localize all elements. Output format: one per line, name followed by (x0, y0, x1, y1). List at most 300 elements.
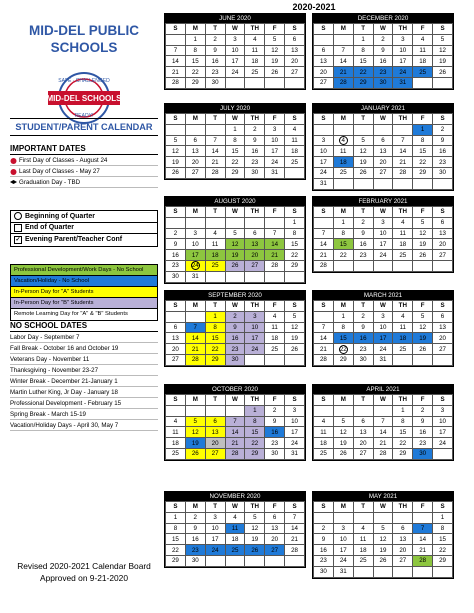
day-cell: 8 (166, 523, 186, 534)
important-dates (10, 142, 158, 188)
month-calendar (312, 491, 454, 579)
day-cell: 4 (245, 34, 265, 45)
day-cell: 7 (314, 228, 334, 239)
day-cell: 9 (314, 534, 334, 545)
important-item: Graduation Day - TBD (10, 177, 158, 188)
day-cell: 19 (285, 333, 305, 344)
day-cell: 16 (413, 427, 433, 438)
day-cell: 18 (413, 56, 433, 67)
day-cell: 1 (245, 405, 265, 416)
day-cell: 5 (433, 34, 453, 45)
day-cell: 15 (393, 427, 413, 438)
school-seal-icon (44, 72, 124, 124)
day-cell: 11 (166, 427, 186, 438)
day-cell: 13 (245, 239, 265, 250)
day-cell: 13 (265, 523, 285, 534)
day-cell: 22 (393, 438, 413, 449)
day-cell: 4 (333, 135, 353, 146)
day-cell: 7 (265, 228, 285, 239)
apple-icon (10, 168, 17, 175)
day-cell: 14 (373, 427, 393, 438)
day-cell: 17 (225, 56, 245, 67)
day-cell: 16 (185, 534, 205, 545)
legend-end-quarter: End of Quarter (11, 223, 157, 235)
day-cell: 22 (205, 344, 225, 355)
month-title: NOVEMBER 2020 (165, 492, 305, 501)
day-cell (433, 566, 453, 577)
legend-b-students: In-Person Day for "B" Students (11, 298, 157, 309)
weekday-header: S (166, 502, 186, 513)
day-cell: 6 (205, 416, 225, 427)
day-cell: 21 (413, 545, 433, 556)
day-cell: 29 (185, 77, 205, 88)
weekday-header: S (314, 114, 334, 125)
weekday-header: F (265, 114, 285, 125)
day-cell: 4 (413, 34, 433, 45)
day-cell (166, 34, 186, 45)
day-cell: 19 (185, 438, 205, 449)
legend-a-students: In-Person Day for "A" Students (11, 287, 157, 298)
day-cell: 29 (166, 555, 186, 566)
day-cell (185, 217, 205, 228)
weekday-header: T (353, 395, 373, 406)
day-cell: 4 (393, 311, 413, 322)
no-school-item: Martin Luther King, Jr Day - January 18 (10, 387, 158, 398)
day-cell: 28 (333, 77, 353, 88)
day-cell: 8 (333, 322, 353, 333)
weekday-header: M (185, 502, 205, 513)
day-cell: 22 (333, 250, 353, 261)
weekday-header: S (285, 301, 305, 312)
weekday-header: TH (245, 395, 265, 406)
day-cell: 8 (433, 523, 453, 534)
day-cell: 2 (245, 124, 265, 135)
day-cell: 18 (393, 239, 413, 250)
checkbox-icon: ✓ (15, 236, 21, 243)
day-cell: 21 (373, 438, 393, 449)
day-cell: 4 (265, 311, 285, 322)
weekday-header: M (185, 395, 205, 406)
day-cell: 2 (373, 34, 393, 45)
day-cell: 6 (433, 217, 453, 228)
day-cell (353, 124, 373, 135)
day-cell (225, 271, 245, 282)
day-cell: 29 (205, 354, 225, 365)
day-cell (245, 271, 265, 282)
day-cell: 24 (333, 555, 353, 566)
day-cell (433, 77, 453, 88)
weekday-header: S (166, 395, 186, 406)
day-cell: 26 (265, 67, 285, 78)
weekday-header: M (333, 114, 353, 125)
weekday-header: W (225, 395, 245, 406)
day-cell: 1 (433, 512, 453, 523)
day-cell: 24 (225, 67, 245, 78)
day-cell (205, 124, 225, 135)
day-cell: 29 (285, 260, 305, 271)
day-cell: 15 (333, 239, 353, 250)
day-cell (314, 124, 334, 135)
svg-text:MID-DEL SCHOOLS: MID-DEL SCHOOLS (46, 94, 122, 103)
day-cell: 10 (245, 322, 265, 333)
day-cell: 28 (314, 260, 334, 271)
day-cell: 19 (413, 239, 433, 250)
day-cell: 24 (314, 167, 334, 178)
day-cell: 30 (413, 448, 433, 459)
day-cell: 14 (314, 239, 334, 250)
day-cell: 10 (393, 45, 413, 56)
day-cell: 29 (225, 167, 245, 178)
day-cell (413, 77, 433, 88)
day-cell: 10 (225, 45, 245, 56)
day-cell: 6 (185, 135, 205, 146)
month-title: MAY 2021 (313, 492, 453, 501)
day-cell (245, 555, 265, 566)
day-cell: 16 (314, 545, 334, 556)
day-cell: 3 (185, 228, 205, 239)
day-cell: 21 (314, 250, 334, 261)
day-cell: 19 (413, 333, 433, 344)
day-cell: 8 (285, 228, 305, 239)
day-cell: 13 (285, 45, 305, 56)
no-school-item: Professional Development - February 15 (10, 398, 158, 409)
weekday-header: F (265, 395, 285, 406)
day-cell (166, 405, 186, 416)
day-cell (413, 178, 433, 189)
day-cell: 14 (393, 146, 413, 157)
day-cell: 21 (205, 157, 225, 168)
weekday-header: M (333, 395, 353, 406)
day-cell: 16 (265, 427, 285, 438)
weekday-header: S (314, 301, 334, 312)
day-cell: 30 (314, 566, 334, 577)
day-cell (353, 178, 373, 189)
day-cell: 26 (413, 344, 433, 355)
weekday-header: F (413, 395, 433, 406)
day-cell (245, 354, 265, 365)
day-cell: 25 (393, 250, 413, 261)
day-cell: 9 (166, 239, 186, 250)
day-cell: 9 (205, 45, 225, 56)
day-cell: 23 (433, 157, 453, 168)
day-cell: 9 (265, 416, 285, 427)
day-cell: 13 (373, 146, 393, 157)
day-cell: 28 (225, 448, 245, 459)
day-cell: 18 (265, 333, 285, 344)
legend-remote-learning: Remote Learning Day for "A" & "B" Students (14, 311, 128, 317)
day-cell: 19 (245, 534, 265, 545)
day-cell: 25 (166, 448, 186, 459)
day-cell: 4 (353, 523, 373, 534)
day-cell: 11 (245, 45, 265, 56)
legend-beginning-quarter: Beginning of Quarter (11, 211, 157, 223)
weekday-header: F (413, 24, 433, 35)
day-cell: 7 (393, 135, 413, 146)
day-cell: 17 (285, 427, 305, 438)
day-cell: 12 (373, 534, 393, 545)
day-cell: 2 (353, 311, 373, 322)
weekday-header: S (285, 24, 305, 35)
weekday-header: F (265, 207, 285, 218)
day-cell (314, 311, 334, 322)
day-cell (225, 77, 245, 88)
day-cell: 27 (433, 250, 453, 261)
day-cell: 25 (285, 157, 305, 168)
weekday-header: S (433, 207, 453, 218)
month-calendar (164, 491, 306, 568)
day-cell: 27 (265, 545, 285, 556)
day-cell: 4 (314, 416, 334, 427)
day-cell: 10 (265, 135, 285, 146)
no-school-item: Veterans Day - November 11 (10, 354, 158, 365)
day-cell: 17 (245, 333, 265, 344)
day-cell: 10 (314, 146, 334, 157)
important-item: Last Day of Classes - May 27 (10, 166, 158, 177)
day-cell: 10 (433, 416, 453, 427)
important-item: First Day of Classes - August 24 (10, 155, 158, 166)
day-cell: 18 (333, 157, 353, 168)
day-cell: 14 (285, 523, 305, 534)
day-cell: 1 (333, 217, 353, 228)
important-dates-heading: IMPORTANT DATES (10, 142, 158, 155)
weekday-header: W (373, 502, 393, 513)
day-cell: 8 (333, 228, 353, 239)
day-cell: 15 (285, 239, 305, 250)
weekday-header: M (333, 502, 353, 513)
day-cell: 17 (373, 239, 393, 250)
day-cell: 6 (433, 311, 453, 322)
day-cell: 7 (166, 45, 186, 56)
day-cell: 5 (285, 311, 305, 322)
day-cell: 6 (245, 228, 265, 239)
day-cell: 18 (353, 545, 373, 556)
day-cell: 5 (413, 311, 433, 322)
day-cell: 12 (225, 239, 245, 250)
day-cell: 29 (413, 167, 433, 178)
weekday-header: S (166, 301, 186, 312)
day-cell: 6 (285, 34, 305, 45)
weekday-header: T (205, 114, 225, 125)
weekday-header: F (413, 301, 433, 312)
day-cell: 24 (245, 344, 265, 355)
day-cell: 3 (433, 405, 453, 416)
day-cell (413, 566, 433, 577)
day-cell: 22 (333, 344, 353, 355)
svg-text:READY!: READY! (74, 113, 94, 119)
day-cell (393, 178, 413, 189)
no-school-item: Fall Break - October 16 and October 19 (10, 343, 158, 354)
day-cell (225, 405, 245, 416)
day-cell: 5 (413, 217, 433, 228)
day-cell: 23 (353, 344, 373, 355)
weekday-header: T (353, 114, 373, 125)
weekday-header: F (413, 502, 433, 513)
day-cell: 17 (373, 333, 393, 344)
day-cell: 11 (393, 322, 413, 333)
day-cell: 14 (265, 239, 285, 250)
day-cell: 26 (413, 250, 433, 261)
day-cell: 25 (353, 555, 373, 566)
weekday-header: TH (393, 114, 413, 125)
day-cell: 21 (393, 157, 413, 168)
symbol-legend (10, 210, 158, 247)
day-cell (185, 124, 205, 135)
weekday-header: W (225, 301, 245, 312)
day-cell: 23 (185, 545, 205, 556)
day-cell: 26 (225, 260, 245, 271)
day-cell: 18 (314, 438, 334, 449)
day-cell: 19 (333, 438, 353, 449)
day-cell: 25 (205, 260, 225, 271)
day-cell: 8 (413, 135, 433, 146)
day-cell: 2 (413, 405, 433, 416)
day-cell: 27 (433, 344, 453, 355)
day-cell: 3 (205, 512, 225, 523)
day-cell: 11 (205, 239, 225, 250)
weekday-header: W (373, 301, 393, 312)
day-cell: 1 (205, 311, 225, 322)
day-cell: 21 (225, 438, 245, 449)
weekday-header: W (225, 114, 245, 125)
day-cell: 6 (393, 523, 413, 534)
day-cell: 7 (225, 416, 245, 427)
day-cell: 7 (413, 523, 433, 534)
day-cell: 23 (225, 344, 245, 355)
day-cell: 30 (166, 271, 186, 282)
day-cell: 25 (314, 448, 334, 459)
day-cell: 14 (413, 534, 433, 545)
weekday-header: T (353, 24, 373, 35)
day-cell: 27 (185, 167, 205, 178)
weekday-header: S (314, 24, 334, 35)
day-cell: 12 (185, 427, 205, 438)
day-cell: 18 (393, 333, 413, 344)
day-cell (433, 178, 453, 189)
day-cell: 16 (166, 250, 186, 261)
day-cell: 20 (245, 250, 265, 261)
weekday-header: TH (245, 502, 265, 513)
day-cell: 22 (225, 157, 245, 168)
day-cell: 31 (393, 77, 413, 88)
day-cell: 11 (265, 322, 285, 333)
day-cell (333, 405, 353, 416)
weekday-header: TH (393, 395, 413, 406)
day-cell (393, 566, 413, 577)
day-cell: 16 (353, 239, 373, 250)
day-cell (353, 566, 373, 577)
day-cell: 12 (413, 322, 433, 333)
month-calendar (164, 103, 306, 180)
month-calendar (164, 384, 306, 461)
day-cell: 27 (205, 448, 225, 459)
day-cell (373, 260, 393, 271)
day-cell: 1 (413, 124, 433, 135)
day-cell: 26 (353, 167, 373, 178)
day-cell: 24 (373, 250, 393, 261)
day-cell: 19 (353, 157, 373, 168)
month-title: JULY 2020 (165, 104, 305, 113)
day-cell (225, 217, 245, 228)
day-cell (353, 260, 373, 271)
day-cell (333, 124, 353, 135)
day-cell (353, 512, 373, 523)
day-cell: 17 (333, 545, 353, 556)
day-cell: 19 (433, 56, 453, 67)
day-cell (393, 354, 413, 365)
day-cell: 9 (245, 135, 265, 146)
day-cell: 1 (393, 405, 413, 416)
day-cell: 26 (433, 67, 453, 78)
weekday-header: S (285, 395, 305, 406)
day-cell: 27 (285, 67, 305, 78)
day-cell: 19 (225, 250, 245, 261)
weekday-header: TH (245, 24, 265, 35)
day-cell: 24 (373, 344, 393, 355)
calendar-year-title: 2020-2021 (292, 2, 336, 12)
day-cell: 10 (373, 322, 393, 333)
day-cell: 30 (225, 354, 245, 365)
weekday-header: S (433, 114, 453, 125)
legend-professional-development: Professional Development/Work Days - No School (11, 265, 157, 276)
day-cell: 25 (393, 344, 413, 355)
month-title: JUNE 2020 (165, 14, 305, 23)
month-calendar (312, 290, 454, 367)
day-cell: 1 (166, 512, 186, 523)
day-cell: 6 (265, 512, 285, 523)
day-cell: 21 (265, 250, 285, 261)
day-cell (205, 405, 225, 416)
day-cell: 16 (373, 56, 393, 67)
no-school-item: Spring Break - March 15-19 (10, 409, 158, 420)
day-cell: 5 (333, 416, 353, 427)
day-cell: 4 (166, 416, 186, 427)
day-cell: 23 (413, 438, 433, 449)
day-cell (314, 34, 334, 45)
day-cell: 31 (285, 448, 305, 459)
day-cell (413, 512, 433, 523)
day-cell: 30 (265, 448, 285, 459)
day-cell: 27 (353, 448, 373, 459)
day-cell: 1 (225, 124, 245, 135)
day-cell: 8 (205, 322, 225, 333)
day-cell (373, 566, 393, 577)
day-cell: 26 (185, 448, 205, 459)
day-cell (185, 405, 205, 416)
day-cell: 23 (314, 555, 334, 566)
day-cell: 15 (245, 427, 265, 438)
calendar-type-label: STUDENT/PARENT CALENDAR (10, 118, 158, 136)
day-cell: 14 (205, 146, 225, 157)
weekday-header: T (205, 207, 225, 218)
day-cell: 3 (285, 405, 305, 416)
month-calendar (312, 196, 454, 273)
day-cell (314, 512, 334, 523)
day-cell: 17 (205, 534, 225, 545)
weekday-header: TH (245, 207, 265, 218)
day-cell: 31 (185, 271, 205, 282)
day-cell: 23 (245, 157, 265, 168)
day-cell: 14 (166, 56, 186, 67)
day-cell: 4 (285, 124, 305, 135)
weekday-header: T (205, 24, 225, 35)
day-cell: 9 (353, 228, 373, 239)
day-cell: 10 (285, 416, 305, 427)
month-title: SEPTEMBER 2020 (165, 291, 305, 300)
weekday-header: TH (393, 24, 413, 35)
day-cell: 9 (353, 322, 373, 333)
day-cell: 27 (373, 167, 393, 178)
day-cell: 21 (185, 344, 205, 355)
